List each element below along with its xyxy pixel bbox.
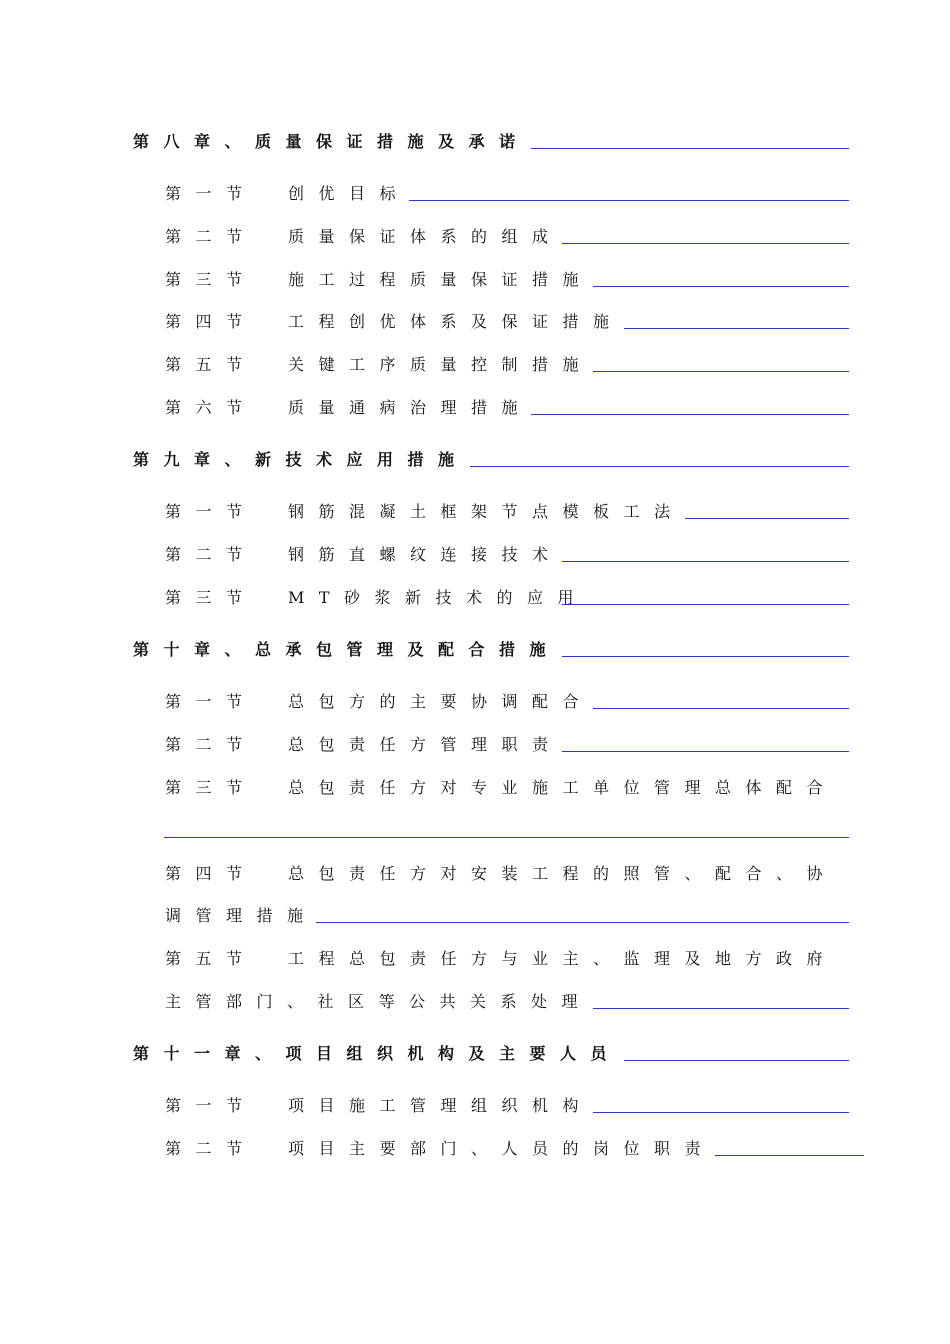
toc-chapter-11[interactable]	[133, 1042, 621, 1064]
section-title: 创优目标	[288, 184, 411, 203]
section-title: 钢筋直螺纹连接技术	[288, 545, 563, 564]
section-title: 项目主要部门、人员的岗位职责	[288, 1139, 716, 1158]
leader-line	[562, 656, 849, 657]
section-number: 第二节	[165, 227, 257, 246]
section-number: 第三节	[165, 270, 257, 289]
section-number: 第四节	[165, 864, 257, 883]
toc-section-10-5[interactable]	[165, 947, 837, 969]
toc-section-8-1[interactable]	[165, 182, 410, 204]
section-number: 第五节	[165, 355, 257, 374]
leader-line	[593, 371, 849, 372]
section-title: 总包方的主要协调配合	[288, 692, 594, 711]
leader-line	[685, 518, 849, 519]
toc-section-9-3[interactable]	[165, 586, 588, 608]
leader-line	[531, 148, 849, 149]
toc-section-10-2[interactable]	[165, 733, 563, 755]
leader-line	[470, 466, 849, 467]
toc-section-8-6[interactable]	[165, 396, 532, 418]
leader-line	[593, 286, 849, 287]
section-number: 第五节	[165, 949, 257, 968]
toc-section-10-5-cont[interactable]	[165, 990, 592, 1012]
leader-line	[164, 837, 849, 838]
toc-section-10-1[interactable]	[165, 690, 593, 712]
leader-line	[593, 708, 849, 709]
toc-section-8-5[interactable]	[165, 353, 593, 375]
toc-section-10-4-cont[interactable]	[165, 904, 318, 926]
section-number: 第一节	[165, 692, 257, 711]
toc-chapter-10[interactable]	[133, 638, 560, 660]
section-number: 第一节	[165, 1096, 257, 1115]
toc-chapter-9[interactable]	[133, 448, 469, 470]
toc-section-8-3[interactable]	[165, 268, 593, 290]
section-title: 工程创优体系及保证措施	[288, 312, 624, 331]
section-title: 施工过程质量保证措施	[288, 270, 594, 289]
section-number: 第二节	[165, 545, 257, 564]
section-title-continued: 主管部门、社区等公共关系处理	[165, 992, 593, 1011]
chapter-title: 第十一章、项目组织机构及主要人员	[133, 1044, 622, 1063]
section-number: 第四节	[165, 312, 257, 331]
section-title: 总包责任方管理职责	[288, 735, 563, 754]
leader-line	[593, 1008, 849, 1009]
section-title: 总包责任方对安装工程的照管、配合、协	[288, 864, 838, 883]
toc-section-9-1[interactable]	[165, 500, 685, 522]
leader-line	[562, 561, 849, 562]
section-number: 第六节	[165, 398, 257, 417]
section-title: 质量保证体系的组成	[288, 227, 563, 246]
section-title: 项目施工管理组织机构	[288, 1096, 594, 1115]
toc-section-10-4[interactable]	[165, 862, 837, 884]
section-number: 第二节	[165, 735, 257, 754]
leader-line	[562, 751, 849, 752]
leader-line	[562, 604, 849, 605]
toc-section-8-2[interactable]	[165, 225, 563, 247]
section-title: 钢筋混凝土框架节点模板工法	[288, 502, 685, 521]
section-title: 工程总包责任方与业主、监理及地方政府	[288, 949, 838, 968]
section-number: 第三节	[165, 778, 257, 797]
leader-line	[316, 922, 849, 923]
leader-line	[624, 1060, 849, 1061]
toc-section-10-3[interactable]	[165, 776, 837, 798]
chapter-title: 第九章、新技术应用措施	[133, 450, 469, 469]
leader-line	[531, 414, 849, 415]
section-number: 第三节	[165, 588, 257, 607]
leader-line	[715, 1155, 864, 1156]
chapter-title: 第十章、总承包管理及配合措施	[133, 640, 561, 659]
toc-section-9-2[interactable]	[165, 543, 563, 565]
section-title: 关键工序质量控制措施	[288, 355, 594, 374]
leader-line	[624, 328, 849, 329]
section-title: MT砂浆新技术的应用	[288, 588, 589, 607]
section-title: 总包责任方对专业施工单位管理总体配合	[288, 778, 838, 797]
leader-line	[593, 1112, 849, 1113]
section-number: 第一节	[165, 502, 257, 521]
toc-section-8-4[interactable]	[165, 310, 624, 332]
toc-chapter-8[interactable]	[133, 130, 530, 152]
section-title: 质量通病治理措施	[288, 398, 533, 417]
toc-section-11-1[interactable]	[165, 1094, 593, 1116]
chapter-title: 第八章、质量保证措施及承诺	[133, 132, 530, 151]
section-title-continued: 调管理措施	[165, 906, 318, 925]
section-number: 第一节	[165, 184, 257, 203]
section-number: 第二节	[165, 1139, 257, 1158]
leader-line	[562, 243, 849, 244]
toc-section-11-2[interactable]	[165, 1137, 715, 1159]
leader-line	[409, 200, 849, 201]
